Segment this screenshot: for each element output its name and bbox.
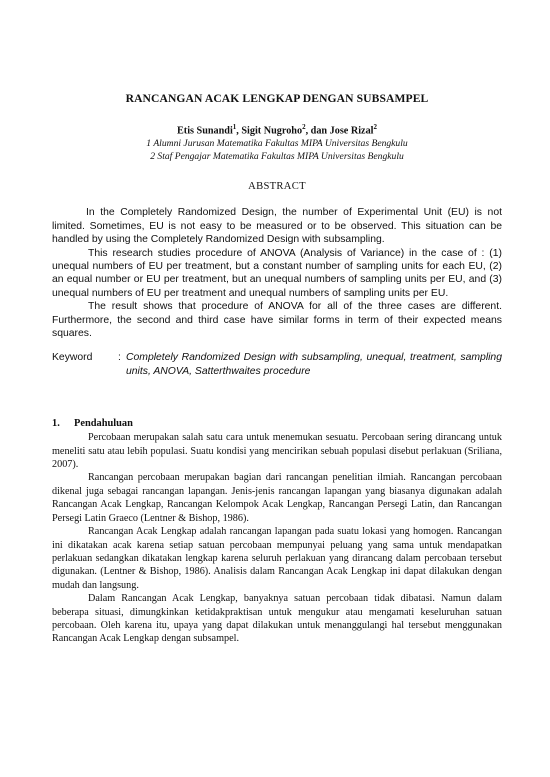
keyword-list: Completely Randomized Design with subsampling, unequal, treatment, sampling units, ANOVA, Satterthwaites procedure: [126, 352, 502, 377]
abstract-paragraph: The result shows that procedure of ANOVA for all of the three cases are different. Furthermore, the second and third case have similar forms in term of their expected means squares.: [52, 301, 502, 340]
affiliation-line: 2 Staf Pengajar Matematika Fakultas MIPA Universitas Bengkulu: [150, 150, 404, 162]
affiliation-line: 1 Alumni Jurusan Matematika Fakultas MIPA Universitas Bengkulu: [146, 138, 408, 150]
author-affiliation-mark: 1: [232, 123, 237, 131]
abstract-heading: ABSTRACT: [248, 181, 306, 193]
author-affiliation-mark: 2: [302, 123, 306, 131]
body-paragraph: Dalam Rancangan Acak Lengkap, banyaknya satuan percobaan tidak dibatasi. Namun dalam beberapa situasi, dimungkinkan ketidakpraktisan untuk mengukur atau mengamati keseluruhan satuan percobaan. Oleh karena itu, upaya yang dapat dilakukan untuk menanggulangi hal tersebut menggunakan Rancangan Acak Lengkap dengan subsampel.: [52, 593, 502, 645]
body-paragraph: Percobaan merupakan salah satu cara untuk menemukan sesuatu. Percobaan sering dirancang untuk meneliti satu atau lebih populasi. Suatu kondisi yang mencirikan sebuah populasi disebut perlakuan (Sriliana, 2007).: [52, 432, 502, 471]
author-name: Jose Rizal: [329, 125, 374, 137]
paper-title: RANCANGAN ACAK LENGKAP DENGAN SUBSAMPEL: [125, 92, 429, 105]
author-name: Sigit Nugroho: [241, 125, 303, 137]
author-affiliation-mark: 2: [373, 123, 377, 131]
keyword-separator: :: [118, 352, 121, 364]
keyword-block: [52, 351, 502, 378]
keyword-label: Keyword: [52, 352, 93, 364]
body-paragraph: Rancangan Acak Lengkap adalah rancangan lapangan pada suatu lokasi yang homogen. Rancangan ini dikatakan acak karena setiap satuan percobaan mempunyai peluang yang sama untuk mendapatkan perlakuan sedangkan dikatakan lengkap karena seluruh perlakuan yang dirancang dalam percobaan tersebut digunakan. (Lentner & Bishop, 1986). Analisis dalam Rancangan Acak Lengkap ini dapat dilakukan dengan mudah dan langsung.: [52, 526, 502, 591]
author-list: [52, 123, 502, 136]
paper-content: [52, 92, 502, 646]
section-title: Pendahuluan: [74, 418, 133, 430]
section-number: 1.: [52, 418, 60, 430]
abstract-paragraph: In the Completely Randomized Design, the number of Experimental Unit (EU) is not limited. Sometimes, EU is not easy to be measured or to be observed. This situation can be handled by using the Completely Randomized Design with subsampling.: [52, 207, 502, 246]
author-separator: ,: [236, 125, 242, 137]
abstract-paragraph: This research studies procedure of ANOVA (Analysis of Variance) in the case of : (1) unequal numbers of EU per treatment, but a constant number of sampling units for each EU, (2) an equal number or EU per treatment, but an unequal numbers of sampling units per EU, and (3) unequal numbers of EU per treatment and unequal numbers of sampling units per EU.: [52, 247, 502, 299]
section-heading: [52, 418, 502, 429]
abstract-body: [52, 206, 502, 340]
body-paragraph: Rancangan percobaan merupakan bagian dari rancangan penelitian ilmiah. Rancangan percobaan dikenal juga sebagai rancangan lapangan. Jenis-jenis rancangan lapangan yang biasanya digunakan adalah Rancangan Acak Lengkap, Rancangan Kelompok Acak Lengkap, Rancangan Persegi Latin, dan Rancangan Persegi Latin Graeco (Lentner & Bishop, 1986).: [52, 472, 502, 524]
section-body: [52, 431, 502, 646]
author-name: Etis Sunandi: [177, 125, 233, 137]
author-separator: , dan: [305, 125, 330, 137]
